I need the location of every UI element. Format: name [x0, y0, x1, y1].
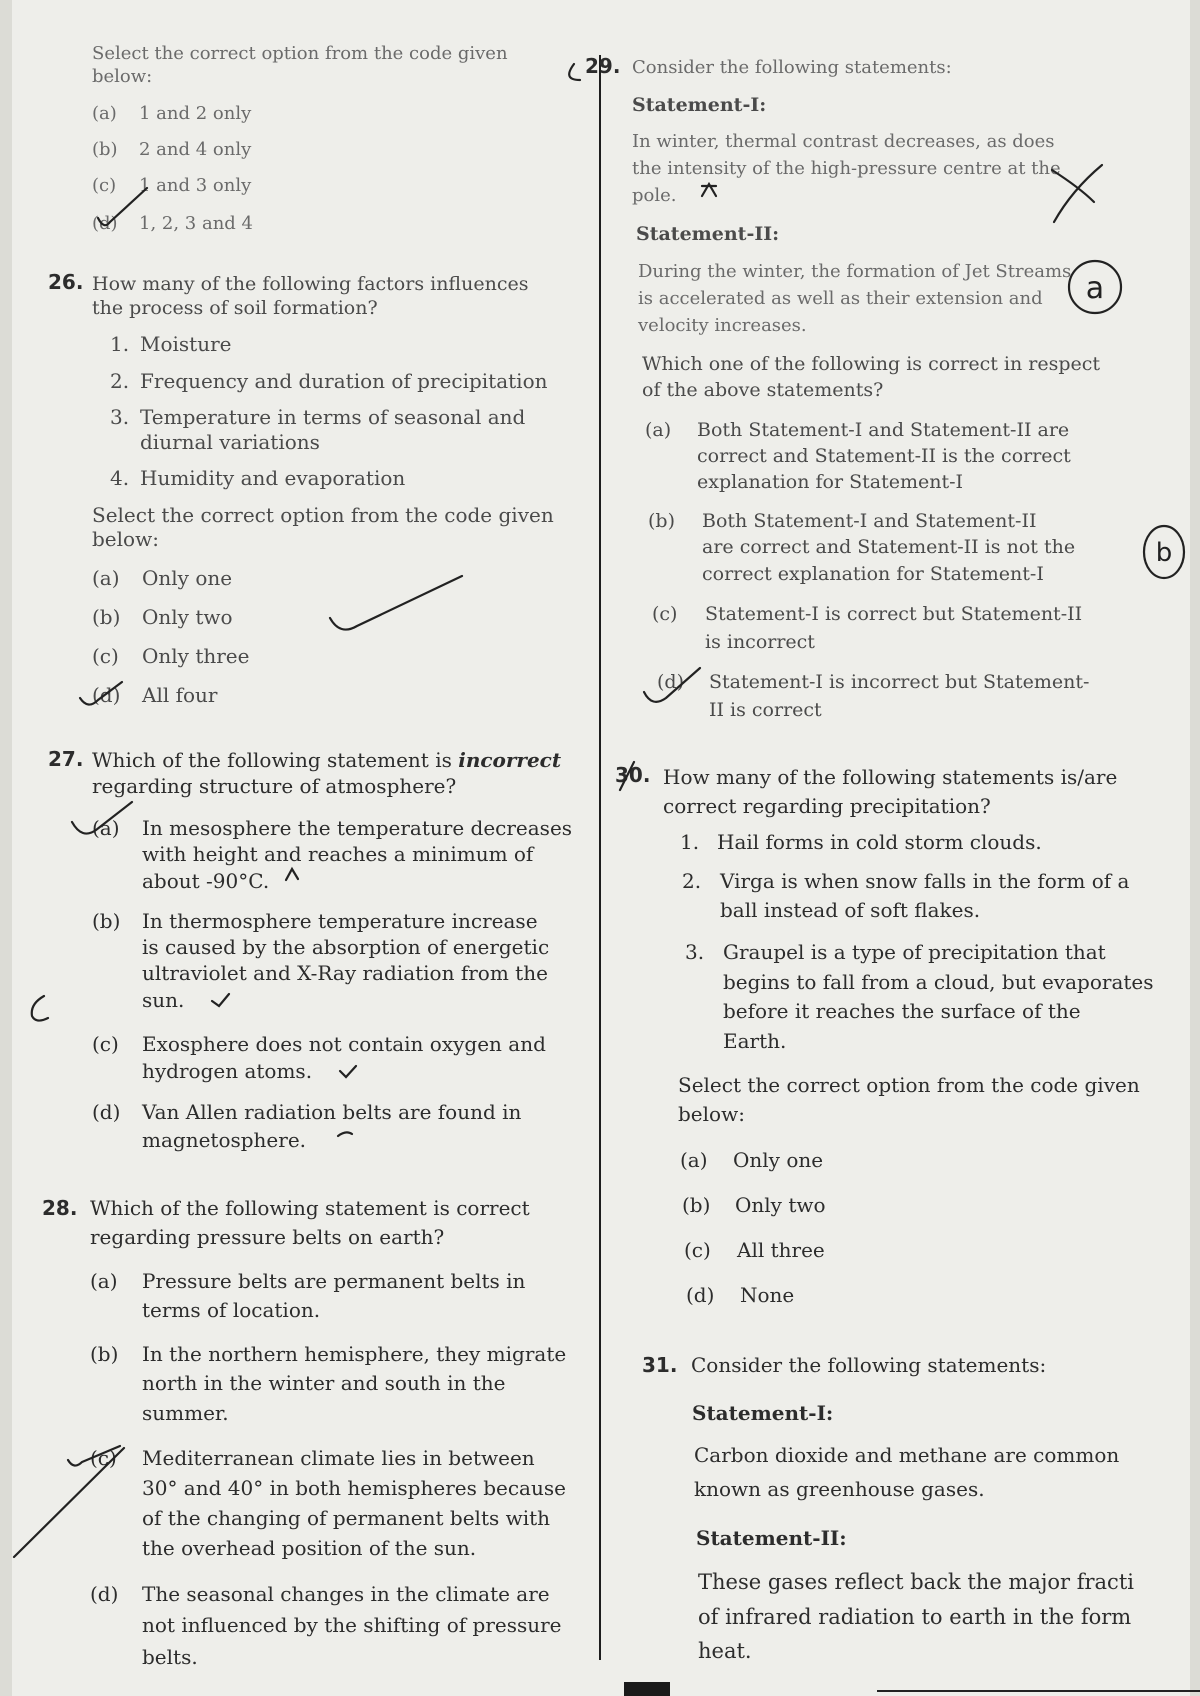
q27-option-d-line-2: magnetosphere. — [142, 1128, 307, 1152]
q27-option-b-line-3: ultraviolet and X-Ray radiation from the — [142, 961, 548, 985]
q29-option-a-line-1: Both Statement-I and Statement-II are — [697, 419, 1070, 441]
q28-option-d-line-2: not influenced by the shifting of pressure — [142, 1613, 562, 1637]
page-tab — [624, 1682, 670, 1696]
q26-item-1-n: 1. — [110, 332, 130, 356]
q30-number: 30. — [615, 763, 651, 787]
q25-option-a-letter: (a) — [92, 103, 117, 124]
q30-item-3-line-4: Earth. — [723, 1029, 787, 1053]
cross-mark-icon — [1054, 165, 1102, 222]
q26-option-d: All four — [142, 683, 218, 707]
q28-option-b-line-2: north in the winter and south in the — [142, 1371, 506, 1395]
tick-mark-icon — [72, 802, 132, 834]
q27-option-d-letter: (d) — [92, 1100, 121, 1124]
tick-mark-icon — [98, 188, 147, 225]
q25-option-c: 1 and 3 only — [139, 175, 252, 196]
q28-option-a-line-1: Pressure belts are permanent belts in — [142, 1269, 526, 1293]
q27-option-c-letter: (c) — [92, 1032, 119, 1056]
q31-statement-2-line-1: These gases reflect back the major fracti — [698, 1570, 1134, 1594]
q29-statement-1-line-2: the intensity of the high-pressure centre at the — [632, 158, 1061, 179]
q29-option-a-letter: (a) — [645, 419, 672, 441]
q28-stem-2: regarding pressure belts on earth? — [90, 1225, 445, 1249]
tick-mark-icon — [330, 576, 462, 630]
q30-item-3-n: 3. — [685, 940, 705, 964]
q25-option-a: 1 and 2 only — [139, 103, 252, 124]
q30-item-1-n: 1. — [680, 830, 700, 854]
q30-item-2-n: 2. — [682, 869, 702, 893]
q26-option-b-letter: (b) — [92, 605, 121, 629]
q25-option-d: 1, 2, 3 and 4 — [139, 213, 253, 234]
tick-mark-icon — [80, 682, 122, 705]
q27-option-c-line-2: hydrogen atoms. — [142, 1059, 313, 1083]
margin-letter-c-icon — [32, 996, 48, 1021]
q26-item-4: Humidity and evaporation — [140, 466, 406, 490]
q25-instruction-2: below: — [92, 66, 153, 87]
q26-item-3: Temperature in terms of seasonal and — [140, 405, 526, 429]
q27-option-c-line-1: Exosphere does not contain oxygen and — [142, 1032, 546, 1056]
q25-instruction: Select the correct option from the code given — [92, 43, 508, 64]
q29-option-a-line-3: explanation for Statement-I — [697, 471, 964, 493]
q27-stem-2: regarding structure of atmosphere? — [92, 774, 457, 798]
q31-statement-2-label: Statement-II: — [696, 1526, 847, 1550]
cross-mark-icon — [1052, 170, 1094, 202]
q26-item-3-n: 3. — [110, 405, 130, 429]
q28-option-d-line-1: The seasonal changes in the climate are — [142, 1582, 550, 1606]
q31-stem: Consider the following statements: — [691, 1353, 1047, 1377]
q29-option-c-line-2: is incorrect — [705, 631, 815, 653]
q26-option-c: Only three — [142, 644, 250, 668]
q26-option-a: Only one — [142, 566, 233, 590]
q30-option-c-letter: (c) — [684, 1238, 711, 1262]
q28-option-b-line-1: In the northern hemisphere, they migrate — [142, 1342, 567, 1366]
q29-statement-2-line-3: velocity increases. — [638, 315, 807, 336]
q28-option-a-line-2: terms of location. — [142, 1298, 321, 1322]
q26-option-b: Only two — [142, 605, 233, 629]
q28-option-b-line-3: summer. — [142, 1401, 229, 1425]
footer-rule — [877, 1690, 1200, 1692]
q28-stem: Which of the following statement is correct — [90, 1196, 530, 1220]
q30-instruction-2: below: — [678, 1102, 745, 1126]
q29-option-d-line-2: II is correct — [709, 699, 822, 721]
q31-statement-1-line-2: known as greenhouse gases. — [694, 1477, 985, 1501]
q26-item-1: Moisture — [140, 332, 232, 356]
q27-option-b-letter: (b) — [92, 909, 121, 933]
circled-answer-a: a — [1085, 271, 1105, 306]
scribble-mark-icon — [569, 64, 580, 80]
q25-option-c-letter: (c) — [92, 175, 117, 196]
q30-option-b-letter: (b) — [682, 1193, 711, 1217]
q25-option-d-letter: (d) — [92, 213, 118, 234]
caret-mark-icon — [286, 869, 298, 880]
tick-mark-icon — [340, 1066, 356, 1077]
q30-option-a: Only one — [733, 1148, 824, 1172]
q30-stem-2: correct regarding precipitation? — [663, 794, 991, 818]
q30-item-2-line-2: ball instead of soft flakes. — [720, 898, 981, 922]
q29-option-a-line-2: correct and Statement-II is the correct — [697, 445, 1071, 467]
q26-number: 26. — [48, 270, 84, 294]
q29-option-b-line-1: Both Statement-I and Statement-II — [702, 510, 1037, 532]
q28-option-b-letter: (b) — [90, 1342, 119, 1366]
q30-option-a-letter: (a) — [680, 1148, 708, 1172]
q25-option-b-letter: (b) — [92, 139, 118, 160]
q29-statement-1-line-1: In winter, thermal contrast decreases, as does — [632, 131, 1055, 152]
q29-statement-2-line-2: is accelerated as well as their extension and — [638, 288, 1043, 309]
q26-item-2-n: 2. — [110, 369, 130, 393]
q26-stem-2: the process of soil formation? — [92, 297, 378, 319]
q29-statement-1-line-3: pole. — [632, 185, 677, 206]
caret-mark-icon — [702, 184, 716, 196]
q27-stem-emphasis: incorrect — [458, 748, 562, 772]
q26-instruction: Select the correct option from the code given — [92, 503, 554, 527]
q26-stem: How many of the following factors influences — [92, 273, 529, 295]
q26-option-a-letter: (a) — [92, 566, 120, 590]
q30-item-1-line-1: Hail forms in cold storm clouds. — [717, 830, 1042, 854]
q27-option-b-line-1: In thermosphere temperature increase — [142, 909, 538, 933]
q25-option-b: 2 and 4 only — [139, 139, 252, 160]
q29-option-b-line-2: are correct and Statement-II is not the — [702, 536, 1076, 558]
q30-item-3-line-2: begins to fall from a cloud, but evaporates — [723, 970, 1154, 994]
q31-statement-1-label: Statement-I: — [692, 1401, 834, 1425]
q30-option-d-letter: (d) — [686, 1283, 715, 1307]
q29-option-d-letter: (d) — [657, 671, 684, 693]
q29-statement-1-label: Statement-I: — [632, 94, 767, 116]
q28-option-c-line-1: Mediterranean climate lies in between — [142, 1446, 535, 1470]
q29-option-c-letter: (c) — [652, 603, 678, 625]
dash-mark-icon — [338, 1132, 352, 1136]
slash-mark-icon — [620, 762, 634, 790]
slash-mark-icon — [14, 1448, 124, 1557]
tick-mark-icon — [212, 994, 229, 1006]
tick-mark-icon — [68, 1446, 120, 1466]
q29-ask-2: of the above statements? — [642, 379, 884, 401]
q29-option-b-letter: (b) — [648, 510, 675, 532]
q31-statement-2-line-2: of infrared radiation to earth in the form — [698, 1605, 1132, 1629]
q31-statement-2-line-3: heat. — [698, 1639, 752, 1663]
q30-item-3-line-1: Graupel is a type of precipitation that — [723, 940, 1106, 964]
q27-option-b-line-4: sun. — [142, 988, 185, 1012]
q28-option-c-line-4: the overhead position of the sun. — [142, 1536, 477, 1560]
q28-option-d-line-3: belts. — [142, 1645, 198, 1669]
q27-option-a-letter: (a) — [92, 816, 120, 840]
q26-instruction-2: below: — [92, 527, 159, 551]
q27-option-b-line-2: is caused by the absorption of energetic — [142, 935, 550, 959]
q31-number: 31. — [642, 1353, 678, 1377]
q27-option-a-line-3: about -90°C. — [142, 869, 270, 893]
q28-option-c-line-3: of the changing of permanent belts with — [142, 1506, 551, 1530]
q28-option-c-letter: (c) — [90, 1446, 117, 1470]
q30-instruction: Select the correct option from the code given — [678, 1073, 1140, 1097]
q29-statement-2-label: Statement-II: — [636, 223, 780, 245]
q26-option-d-letter: (d) — [92, 683, 121, 707]
circled-answer-b: b — [1155, 538, 1173, 568]
handwritten-marks — [12, 0, 1190, 1696]
q30-item-3-line-3: before it reaches the surface of the — [723, 999, 1081, 1023]
q29-statement-2-line-1: During the winter, the formation of Jet Streams — [638, 261, 1072, 282]
q29-option-d-line-1: Statement-I is incorrect but Statement- — [709, 671, 1090, 693]
exam-page — [12, 0, 1190, 1696]
q26-item-4-n: 4. — [110, 466, 130, 490]
q30-item-2-line-1: Virga is when snow falls in the form of a — [720, 869, 1130, 893]
q30-option-d: None — [740, 1283, 795, 1307]
q28-number: 28. — [42, 1196, 78, 1220]
q29-option-b-line-3: correct explanation for Statement-I — [702, 563, 1044, 585]
q30-stem: How many of the following statements is/are — [663, 765, 1118, 789]
q26-item-2: Frequency and duration of precipitation — [140, 369, 548, 393]
q27-number: 27. — [48, 747, 84, 771]
q29-ask: Which one of the following is correct in respect — [642, 353, 1101, 375]
q30-option-c: All three — [737, 1238, 825, 1262]
q27-option-a-line-1: In mesosphere the temperature decreases — [142, 816, 573, 840]
q29-option-c-line-1: Statement-I is correct but Statement-II — [705, 603, 1083, 625]
q26-item-3-cont: diurnal variations — [140, 430, 320, 454]
q28-option-c-line-2: 30° and 40° in both hemispheres because — [142, 1476, 566, 1500]
q28-option-d-letter: (d) — [90, 1582, 119, 1606]
q30-option-b: Only two — [735, 1193, 826, 1217]
q27-stem-main: Which of the following statement is — [92, 748, 459, 772]
tick-mark-icon — [644, 668, 700, 702]
q27-option-d-line-1: Van Allen radiation belts are found in — [142, 1100, 522, 1124]
q29-number: 29. — [585, 54, 621, 78]
q27-option-a-line-2: with height and reaches a minimum of — [142, 842, 534, 866]
q26-option-c-letter: (c) — [92, 644, 119, 668]
q29-stem: Consider the following statements: — [632, 57, 952, 78]
q28-option-a-letter: (a) — [90, 1269, 118, 1293]
q31-statement-1-line-1: Carbon dioxide and methane are common — [694, 1443, 1120, 1467]
